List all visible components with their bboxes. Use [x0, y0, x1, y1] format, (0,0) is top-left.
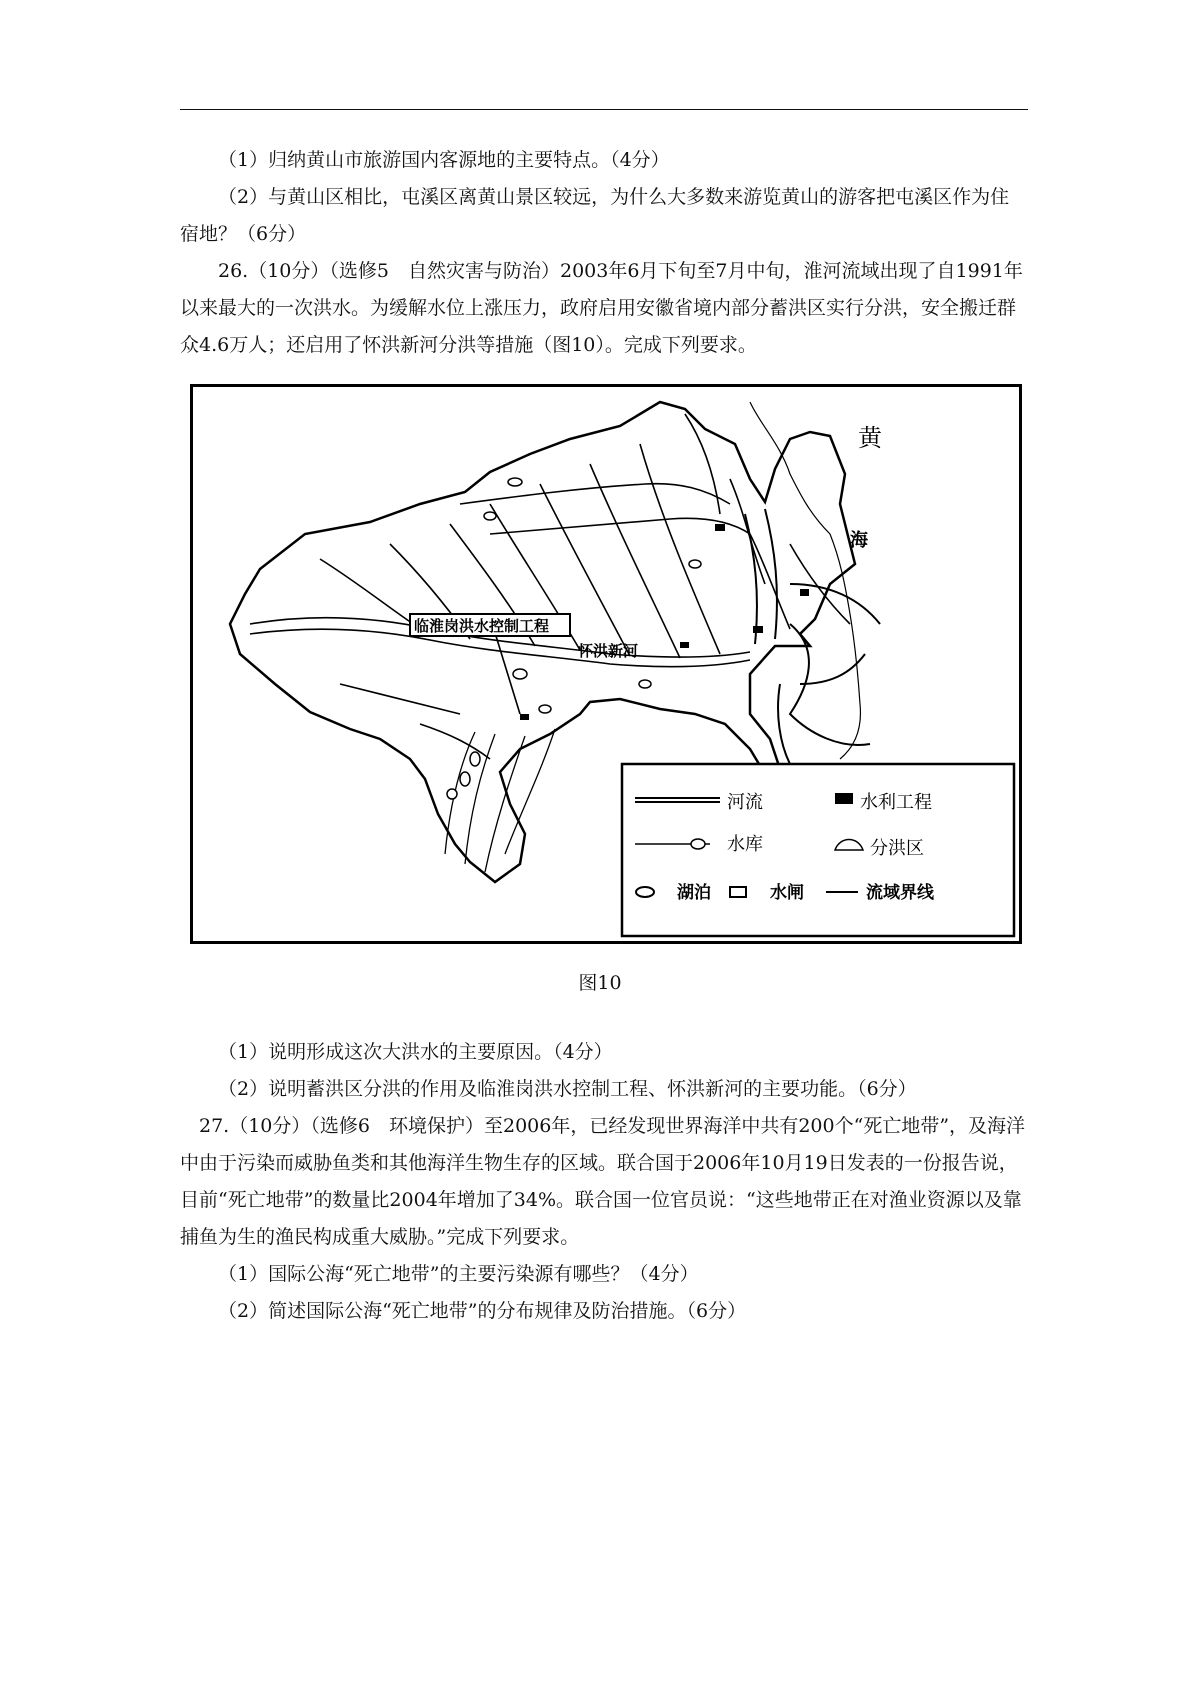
q27-sub2: （2）简述国际公海“死亡地带”的分布规律及防治措施。（6分） [218, 1300, 747, 1322]
river-label-huaihong: 怀洪新河 [578, 642, 639, 660]
q25-sub2: （2）与黄山区相比，屯溪区离黄山景区较远，为什么大多数来游览黄山的游客把屯溪区作为住宿地？（6分） [180, 186, 1010, 245]
legend-reservoir: 水库 [727, 834, 763, 855]
q27-stem: 27.（10分）（选修6 环境保护）至2006年，已经发现世界海洋中共有200个“死亡地带”，及海洋中由于污染而威胁鱼类和其他海洋生物生存的区域。联合国于2006年10月19日发表的一份报告说，目前“死亡地带”的数量比2004年增加了34%。联合国一位官员说：“这些地带正在对渔业资源以及靠捕鱼为生的渔民构成重大威胁。”完成下列要求。 [180, 1115, 1026, 1248]
legend-sluice-symbol [730, 887, 746, 897]
header-rule [180, 109, 1028, 110]
legend-river: 河流 [727, 792, 763, 813]
legend-boundary: 流域界线 [866, 883, 934, 903]
q26-sub1: （1）说明形成这次大洪水的主要原因。（4分） [218, 1041, 613, 1063]
huaihe-basin-map [190, 384, 1022, 944]
legend-water-project: 水利工程 [860, 792, 932, 813]
legend-lake-symbol [636, 887, 654, 897]
project-label: 临淮岗洪水控制工程 [414, 617, 550, 635]
legend-water-project-symbol [835, 793, 853, 804]
q26-sub2: （2）说明蓄洪区分洪的作用及临淮岗洪水控制工程、怀洪新河的主要功能。（6分） [218, 1078, 917, 1100]
map-legend [622, 764, 1014, 936]
sea-label-huang: 黄 [858, 424, 882, 452]
figure-caption: 图10 [578, 972, 622, 994]
legend-flood-area: 分洪区 [870, 838, 924, 859]
legend-reservoir-symbol [691, 839, 705, 849]
map-svg [190, 384, 1022, 944]
q25-sub1: （1）归纳黄山市旅游国内客源地的主要特点。（4分） [218, 149, 670, 171]
legend-sluice: 水闸 [770, 883, 804, 903]
q26-stem: 26.（10分）（选修5 自然灾害与防治）2003年6月下旬至7月中旬，淮河流域出现了自1991年以来最大的一次洪水。为缓解水位上涨压力，政府启用安徽省境内部分蓄洪区实行分洪，安全搬迁群众4.6万人；还启用了怀洪新河分洪等措施（图10）。完成下列要求。 [180, 260, 1023, 356]
legend-lake: 湖泊 [677, 883, 711, 903]
sea-label-hai: 海 [850, 530, 868, 551]
q27-sub1: （1）国际公海“死亡地带”的主要污染源有哪些？（4分） [218, 1263, 699, 1285]
